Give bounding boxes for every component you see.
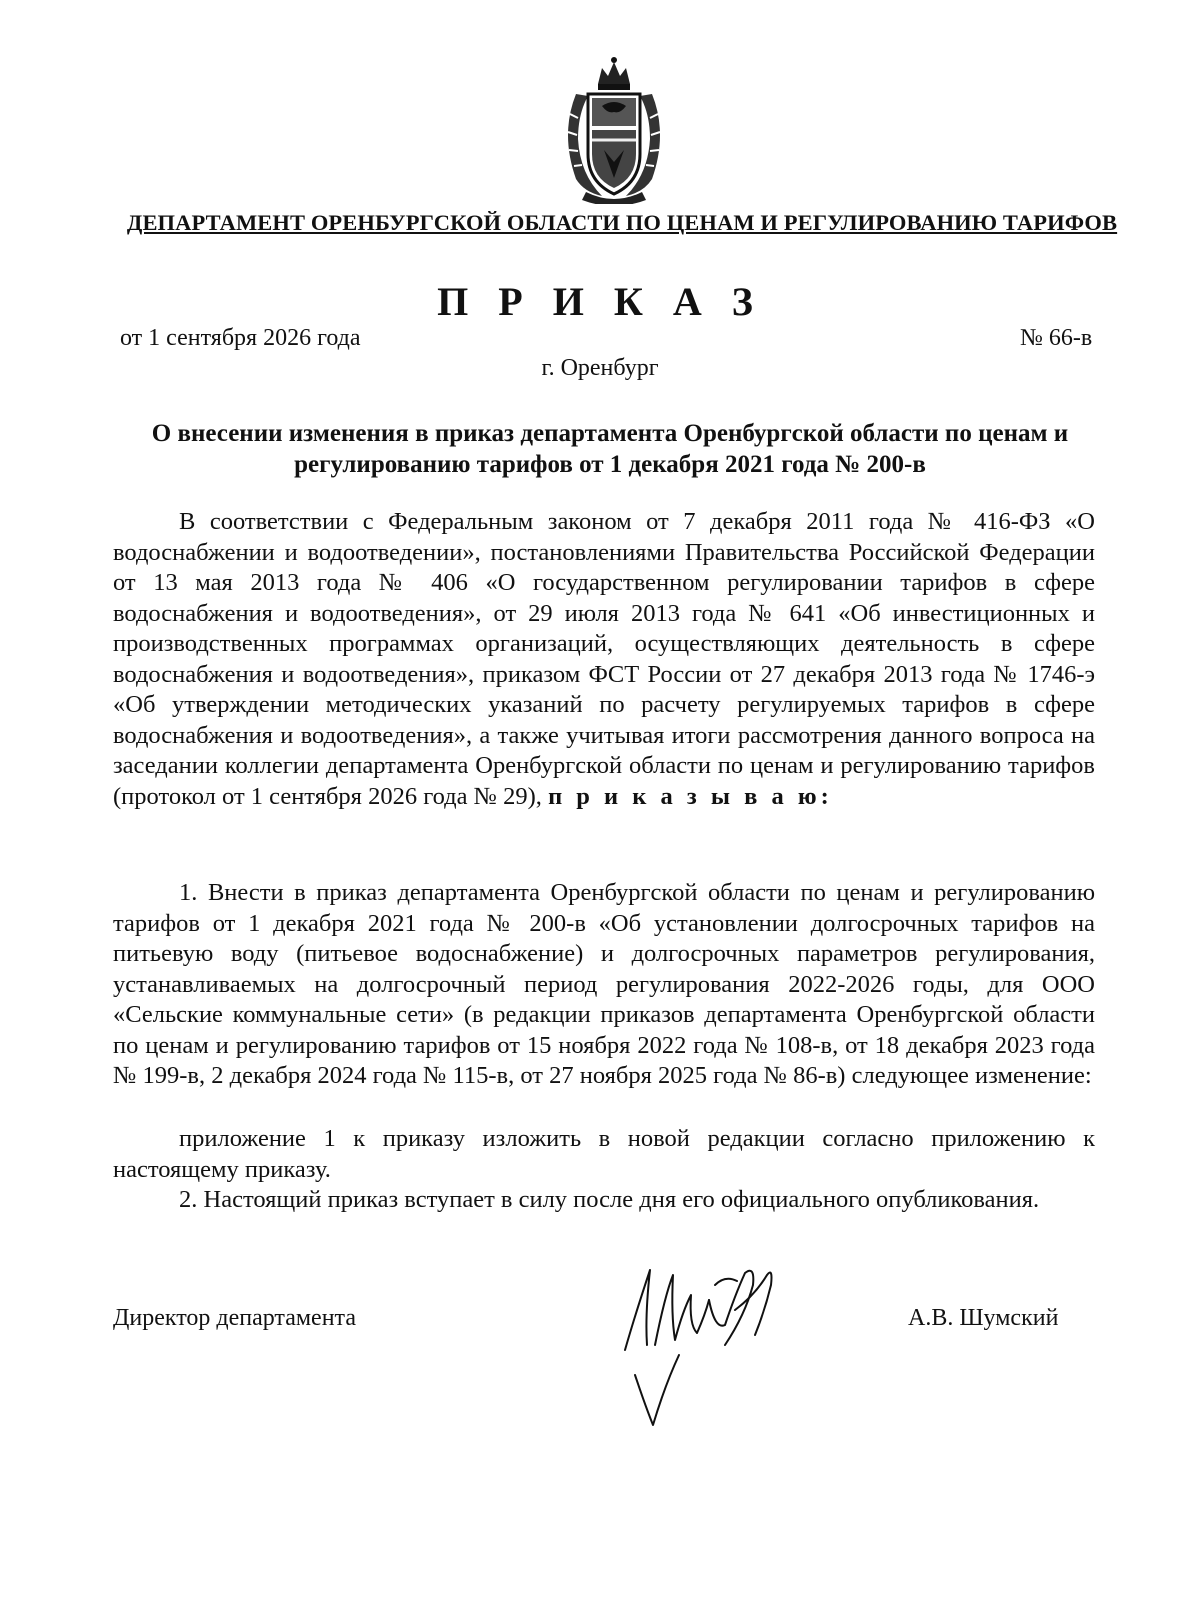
document-date: от 1 сентября 2026 года: [120, 325, 361, 351]
order-word: п р и к а з ы в а ю:: [548, 782, 833, 810]
signatory-name: А.В. Шумский: [908, 1305, 1059, 1331]
preamble-text: В соответствии с Федеральным законом от 7 декабря 2011 года № 416-ФЗ «О водоснабжении и водоотведении», постановлениями Правительства Российской Федерации от 13 мая 2013 года № 406 «О государственном регулировании тарифов в сфере водоснабжения и водоотведения», от 29 июля 2013 года № 641 «Об инвестиционных и производственных программах организаций, осуществляющих деятельность в сфере водоснабжения и водоотведения», приказом ФСТ России от 27 декабря 2013 года № 1746-э «Об утверждении методических указаний по расчету регулируемых тарифов в сфере водоснабжения и водоотведения», а также учитывая итоги рассмотрения данного вопроса на заседании коллегии департамента Оренбургской области по ценам и регулированию тарифов (протокол от 1 сентября 2026 года № 29),: [113, 508, 1095, 810]
item-2-paragraph: 2. Настоящий приказ вступает в силу после дня его официального опубликования.: [179, 1186, 1040, 1213]
handwritten-signature-icon: [605, 1255, 790, 1430]
item-1-sub-paragraph: приложение 1 к приказу изложить в новой редакции согласно приложению к настоящему приказу.: [113, 1125, 1095, 1183]
document-city: г. Оренбург: [541, 355, 659, 381]
document-number: № 66-в: [1020, 325, 1093, 351]
document-subject: О внесении изменения в приказ департамента Оренбургской области по ценам и регулированию тарифов от 1 декабря 2021 года № 200-в: [151, 420, 1069, 478]
coat-of-arms-icon: [554, 54, 674, 204]
item-1-paragraph: 1. Внести в приказ департамента Оренбургской области по ценам и регулированию тарифов от 1 декабря 2021 года № 200-в «Об установлении долгосрочных тарифов на питьевую воду (питьевое водоснабжение) и долгосрочных параметров регулирования, устанавливаемых на долгосрочный период регулирования 2022-2026 годы, для ООО «Сельские коммунальные сети» (в редакции приказов департамента Оренбургской области по ценам и регулированию тарифов от 15 ноября 2022 года № 108-в, от 18 декабря 2023 года № 199-в, 2 декабря 2024 года № 115-в, от 27 ноября 2025 года № 86-в) следующее изменение:: [113, 879, 1095, 1089]
signatory-position: Директор департамента: [113, 1305, 356, 1331]
organization-name: ДЕПАРТАМЕНТ ОРЕНБУРГСКОЙ ОБЛАСТИ ПО ЦЕНАМ И РЕГУЛИРОВАНИЮ ТАРИФОВ: [126, 210, 1118, 235]
document-type: П Р И К А З: [437, 279, 763, 324]
preamble-paragraph: [113, 507, 1095, 812]
